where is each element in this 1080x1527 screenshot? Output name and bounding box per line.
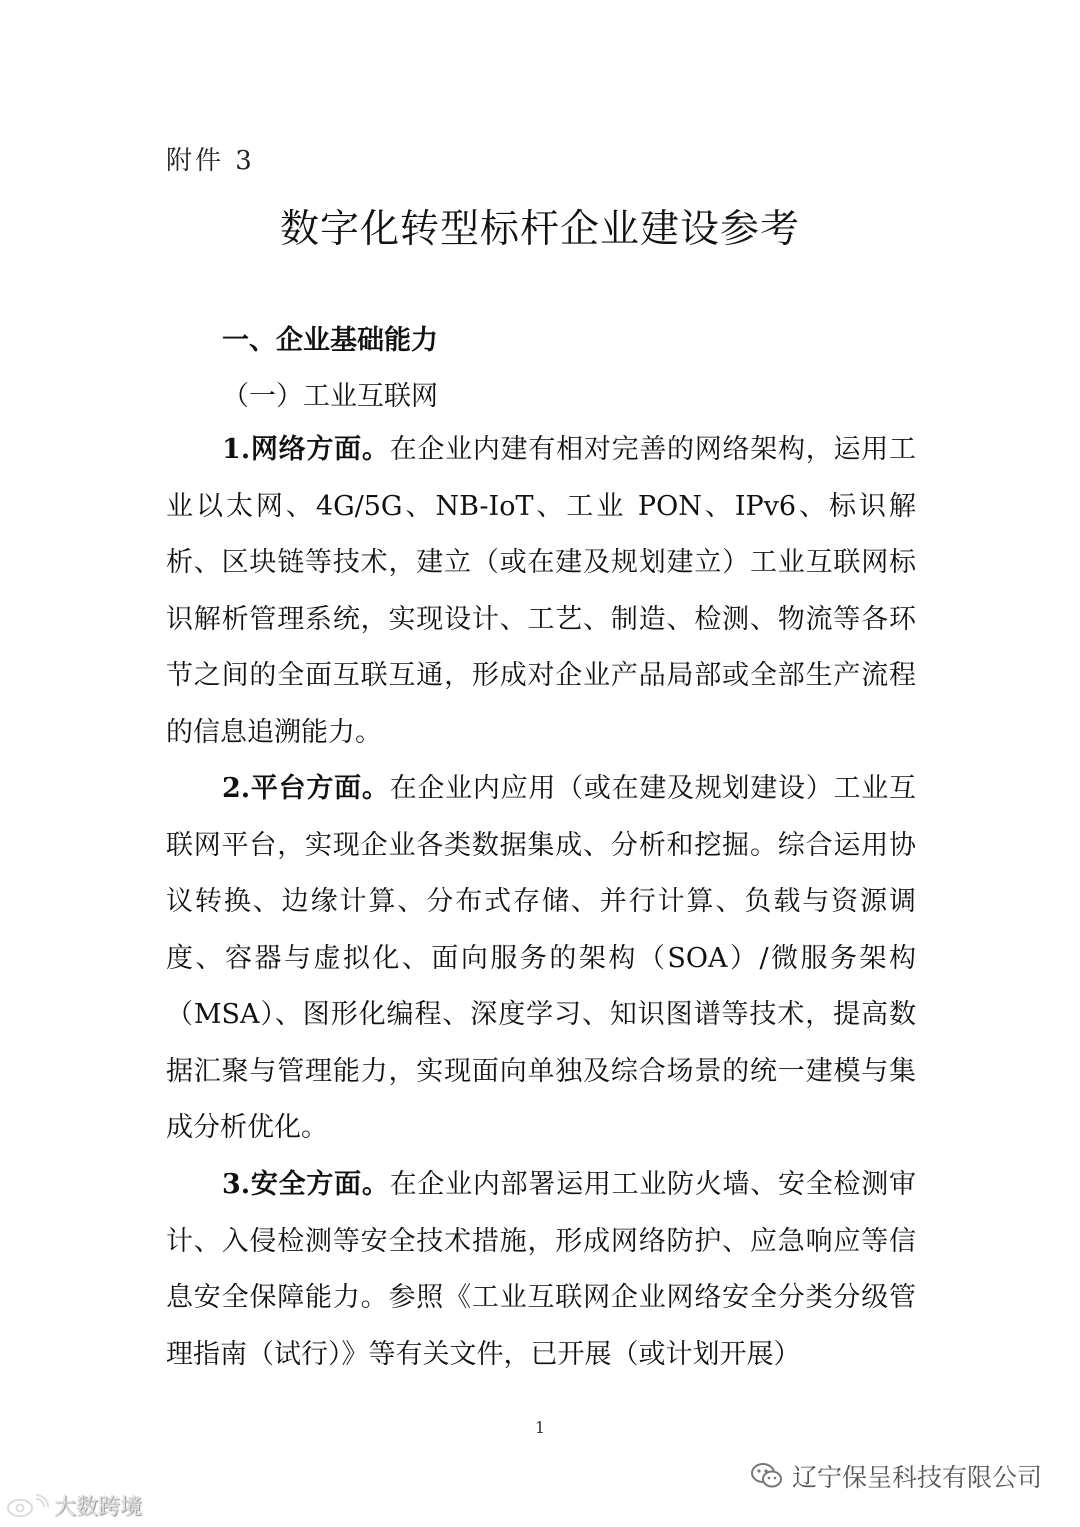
document-title: 数字化转型标杆企业建设参考 xyxy=(279,207,800,252)
weibo-icon xyxy=(6,1493,50,1519)
watermark-weibo xyxy=(6,1490,142,1521)
watermark-company: 辽宁保呈科技有限公司 xyxy=(791,1463,1042,1492)
paragraph-lead: 2.平台方面。 xyxy=(222,773,390,804)
page-number: 1 xyxy=(534,1418,546,1437)
paragraph-text: 在企业内部署运用工业防火墙、安全检测审计、入侵检测等安全技术措施，形成网络防护、应急响应等信息安全保障能力。参照《工业互联网企业网络安全分类分级管理指南（试行）》等有关文件，已开展（或计划开展） xyxy=(166,1169,916,1370)
section-heading: 一、企业基础能力 xyxy=(222,325,438,356)
paragraph-text: 在企业内建有相对完善的网络架构，运用工业以太网、4G/5G、NB-IoT、工业 PON、IPv6、标识解析、区块链等技术，建立（或在建及规划建立）工业互联网标识解析管理系统，实现设计、工艺、制造、检测、物流等各环节之间的全面互联互通，形成对企业产品局部或全部生产流程的信息追溯能力。 xyxy=(166,434,916,748)
wechat-icon xyxy=(750,1461,784,1491)
paragraph-security xyxy=(166,1157,916,1383)
paragraph-lead: 3.安全方面。 xyxy=(222,1169,390,1200)
paragraph-lead: 1.网络方面。 xyxy=(222,434,390,465)
attachment-label: 附件 3 xyxy=(166,146,255,176)
paragraph-platform xyxy=(166,761,916,1157)
paragraph-text: 在企业内应用（或在建及规划建设）工业互联网平台，实现企业各类数据集成、分析和挖掘。综合运用协议转换、边缘计算、分布式存储、并行计算、负载与资源调度、容器与虚拟化、面向服务的架构（SOA）/微服务架构（MSA）、图形化编程、深度学习、知识图谱等技术，提高数据汇聚与管理能力，实现面向单独及综合场景的统一建模与集成分析优化。 xyxy=(166,773,916,1143)
subsection-heading: （一）工业互联网 xyxy=(222,381,438,412)
watermark-brand: 大数跨境 xyxy=(54,1495,143,1520)
watermark-wechat xyxy=(750,1458,1042,1494)
paragraph-network xyxy=(166,422,916,761)
